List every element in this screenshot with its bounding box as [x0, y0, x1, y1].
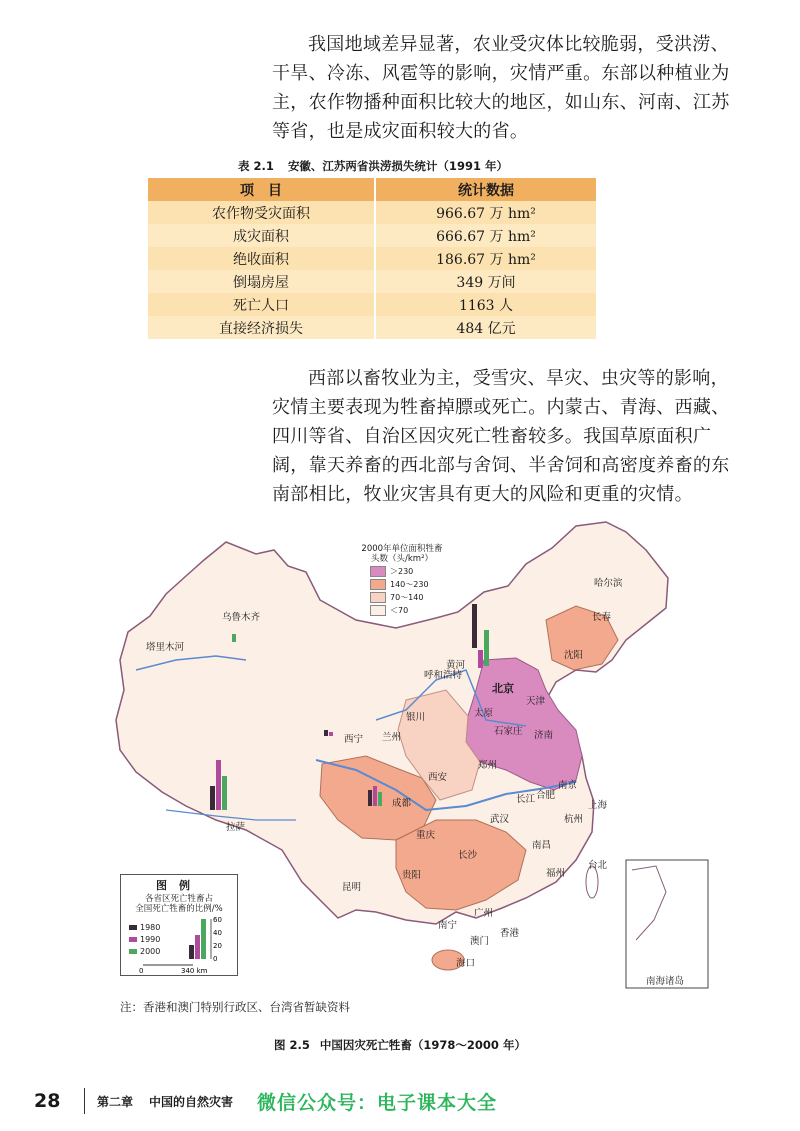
density-title-line2: 头数（头/km²） — [371, 554, 433, 564]
legend-tick: 20 — [213, 942, 222, 950]
density-label: ＜70 — [390, 606, 409, 615]
watermark-text: 微信公众号：电子课本大全 — [257, 1091, 498, 1114]
city-label: 香港 — [500, 928, 520, 939]
paragraph-text: 西部以畜牧业为主，受雪灾、旱灾、虫灾等的影响，灾情主要表现为牲畜掉膘或死亡。内蒙古、青海、西藏、四川等省、自治区因灾死亡牲畜较多。我国草原面积广阔，靠天养畜的西北部与舍饲、半舍饲和高密度养畜的东南部相比，牧业灾害具有更大的风险和更重的灾情。 — [272, 368, 730, 505]
city-label: 广州 — [474, 908, 494, 919]
city-label: 昆明 — [342, 882, 362, 893]
legend-sample-bar — [195, 935, 200, 959]
city-label: 南宁 — [438, 920, 458, 931]
paragraph-livestock — [272, 364, 742, 509]
table-cell-value: 666.67 万 hm² — [375, 224, 597, 247]
density-label: ＞230 — [390, 567, 414, 576]
table-header-item: 项 目 — [148, 178, 375, 201]
legend-subtitle: 全国死亡牲畜的比例/% — [135, 904, 223, 914]
feature-label: 黄河 — [446, 660, 466, 671]
city-label: 贵阳 — [402, 870, 422, 881]
density-legend — [356, 544, 448, 624]
city-label: 哈尔滨 — [594, 578, 623, 589]
city-label: 拉萨 — [226, 822, 246, 833]
table-cell-item: 绝收面积 — [148, 247, 375, 270]
table-cell-item: 死亡人口 — [148, 293, 375, 316]
scale-start: 0 — [139, 967, 144, 975]
table-row — [148, 316, 597, 339]
table-title: 安徽、江苏两省洪涝损失统计（1991 年） — [287, 159, 508, 173]
density-swatch — [370, 605, 386, 616]
city-label: 沈阳 — [564, 650, 584, 661]
city-label: 上海 — [588, 800, 608, 811]
table-row — [148, 201, 597, 224]
city-label: 呼和浩特 — [424, 670, 463, 681]
density-swatch — [370, 566, 386, 577]
page-number: 28 — [34, 1090, 61, 1112]
city-label: 重庆 — [416, 830, 436, 841]
legend-year: 2000 — [140, 947, 161, 956]
footer-divider — [84, 1088, 85, 1114]
city-label: 西安 — [428, 772, 448, 783]
flood-loss-table — [148, 178, 598, 339]
scale-end: 340 km — [181, 967, 208, 975]
chapter-title: 中国的自然灾害 — [149, 1094, 234, 1109]
city-label: 西宁 — [344, 734, 364, 745]
legend-tick: 60 — [213, 916, 222, 924]
table-cell-value: 349 万间 — [375, 270, 597, 293]
density-swatch — [370, 579, 386, 590]
density-class — [370, 592, 448, 603]
city-label: 武汉 — [490, 814, 510, 825]
legend-tick: 0 — [213, 955, 218, 963]
table-cell-item: 农作物受灾面积 — [148, 201, 375, 224]
density-title-line1: 2000年单位面积牲畜 — [361, 544, 443, 554]
density-label: 140～230 — [390, 580, 429, 589]
city-label: 海口 — [456, 958, 476, 969]
city-label: 南昌 — [532, 840, 552, 851]
city-label: 长沙 — [458, 850, 478, 861]
density-class — [370, 579, 448, 590]
city-label: 济南 — [534, 730, 554, 741]
city-label: 乌鲁木齐 — [222, 612, 261, 623]
table-cell-item: 倒塌房屋 — [148, 270, 375, 293]
legend-year: 1990 — [140, 935, 161, 944]
table-row — [148, 247, 597, 270]
figure-title: 中国因灾死亡牲畜（1978～2000 年） — [319, 1038, 526, 1052]
legend-sample-bar — [201, 919, 206, 959]
table-cell-value: 1163 人 — [375, 293, 597, 316]
feature-label: 南海诸岛 — [646, 976, 685, 987]
city-label: 杭州 — [564, 814, 584, 825]
city-label: 兰州 — [382, 732, 402, 743]
table-header-row — [148, 178, 597, 201]
density-class — [370, 605, 448, 616]
table-row — [148, 270, 597, 293]
city-label: 天津 — [526, 696, 546, 707]
city-label: 福州 — [546, 868, 566, 879]
china-livestock-loss-map — [106, 520, 714, 992]
density-label: 70～140 — [390, 593, 424, 602]
legend-sample-bar — [189, 945, 194, 959]
figure-caption — [0, 1037, 800, 1053]
table-caption — [148, 158, 598, 174]
table-row — [148, 293, 597, 316]
table-cell-item: 直接经济损失 — [148, 316, 375, 339]
page-footer — [34, 1087, 497, 1115]
legend-tick: 40 — [213, 929, 222, 937]
table-cell-value: 966.67 万 hm² — [375, 201, 597, 224]
city-label: 南京 — [558, 780, 578, 791]
chapter-label: 第二章 — [97, 1094, 134, 1109]
city-label: 太原 — [474, 708, 494, 719]
legend-year: 1980 — [140, 923, 161, 932]
city-label: 台北 — [588, 860, 608, 871]
map-legend — [120, 874, 238, 976]
table-header-value: 统计数据 — [375, 178, 597, 201]
table-row — [148, 224, 597, 247]
legend-title: 图例 — [156, 879, 202, 892]
table-number: 表 2.1 — [238, 159, 274, 173]
city-label: 澳门 — [470, 936, 490, 947]
table-cell-value: 484 亿元 — [375, 316, 597, 339]
legend-sample-chart — [121, 875, 237, 975]
city-label: 银川 — [406, 712, 426, 723]
table-cell-value: 186.67 万 hm² — [375, 247, 597, 270]
density-legend-title — [356, 544, 448, 564]
city-label: 石家庄 — [494, 726, 523, 737]
city-label: 北京 — [492, 682, 514, 695]
paragraph-crop-farming — [272, 30, 742, 146]
density-swatch — [370, 592, 386, 603]
city-label: 成都 — [392, 798, 412, 809]
density-class — [370, 566, 448, 577]
legend-subtitle: 各省区死亡牲畜占 — [144, 894, 213, 904]
city-label: 合肥 — [536, 790, 556, 801]
city-label: 长春 — [592, 612, 612, 623]
feature-label: 长江 — [516, 794, 536, 805]
paragraph-text: 我国地域差异显著，农业受灾体比较脆弱，受洪涝、干旱、冷冻、风雹等的影响，灾情严重。东部以种植业为主，农作物播种面积比较大的地区，如山东、河南、江苏等省，也是成灾面积较大的省。 — [272, 34, 730, 142]
figure-number: 图 2.5 — [274, 1038, 310, 1052]
map-note: 注：香港和澳门特别行政区、台湾省暂缺资料 — [120, 1000, 350, 1014]
city-label: 郑州 — [478, 760, 498, 771]
feature-label: 塔里木河 — [146, 642, 185, 653]
table-cell-item: 成灾面积 — [148, 224, 375, 247]
